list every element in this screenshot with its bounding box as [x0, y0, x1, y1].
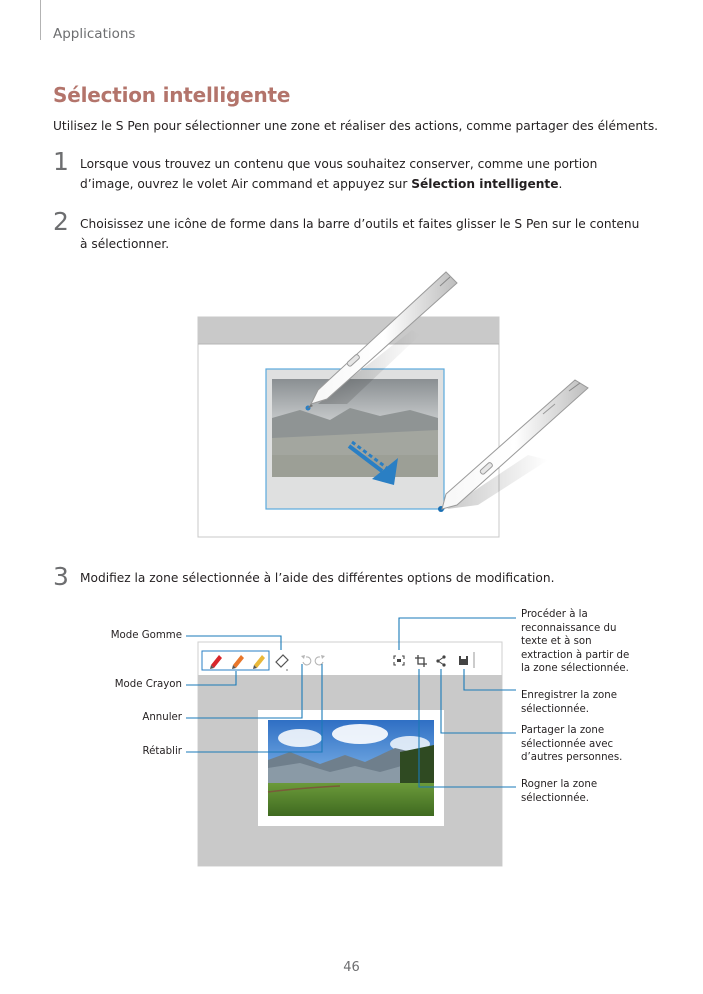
- callout-save: Enregistrer la zone sélectionnée.: [521, 690, 617, 715]
- section-header: Applications: [53, 26, 136, 42]
- step-3-number: 3: [53, 562, 69, 591]
- step-3-text: Modifiez la zone sélectionnée à l’aide des différentes options de modification.: [80, 571, 555, 585]
- callout-share: Partager la zone sélectionnée avec d’autres personnes.: [521, 725, 623, 763]
- callout-pen-mode: Mode Crayon: [114, 679, 182, 690]
- callout-crop: Rogner la zone sélectionnée.: [521, 779, 598, 804]
- step-1-text: Lorsque vous trouvez un contenu que vous souhaitez conserver, comme une portion d’image, ouvrez le volet Air command et appuyez sur Sélection intelligente.: [80, 157, 598, 191]
- page-number: 46: [343, 960, 360, 975]
- callout-undo: Annuler: [142, 712, 182, 723]
- save-icon[interactable]: [459, 656, 468, 665]
- intro-text: Utilisez le S Pen pour sélectionner une zone et réaliser des actions, comme partager des éléments.: [53, 119, 659, 133]
- step-2-number: 2: [53, 207, 69, 236]
- selected-image: [258, 710, 444, 826]
- step-1-number: 1: [53, 147, 69, 176]
- smart-select-label: Sélection intelligente: [411, 177, 559, 191]
- callout-redo: Rétablir: [142, 746, 182, 757]
- page-title: Sélection intelligente: [53, 83, 291, 107]
- callout-text-extraction: Procéder à la reconnaissance du texte et à son extraction à partir de la zone sélectionnée.: [521, 609, 630, 674]
- callout-eraser-mode: Mode Gomme: [110, 630, 182, 641]
- step-2-text: Choisissez une icône de forme dans la barre d’outils et faites glisser le S Pen sur le contenu à sélectionner.: [80, 217, 640, 251]
